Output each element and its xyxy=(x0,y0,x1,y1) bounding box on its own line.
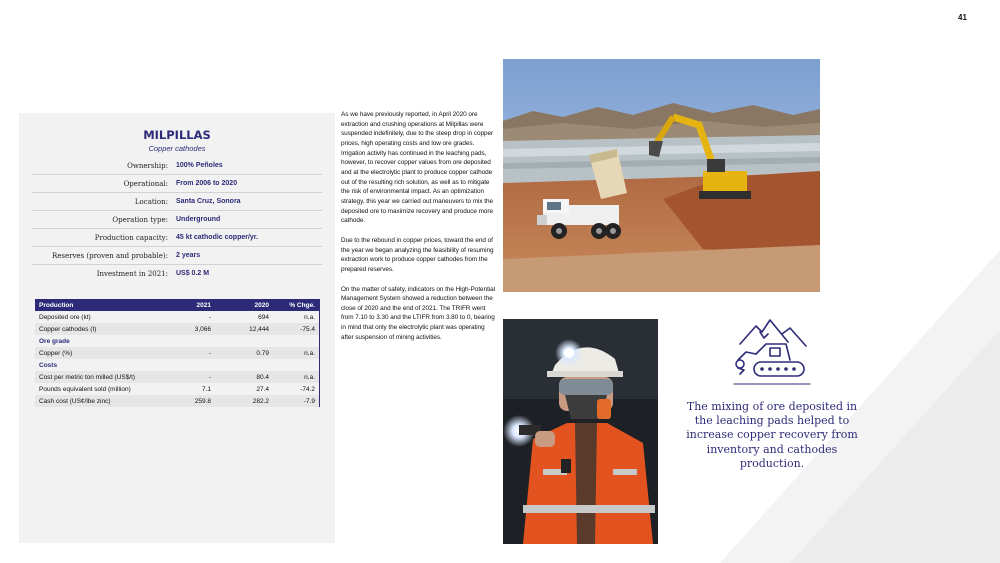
fact-value: 2 years xyxy=(176,252,201,259)
header-cell: Production xyxy=(39,301,74,309)
mining-excavator-icon-graphic xyxy=(730,316,814,388)
row-label: Cash cost (US¢/lbe zinc) xyxy=(39,397,111,405)
table-row xyxy=(35,311,319,323)
mining-excavator-icon xyxy=(730,316,814,388)
cell-2020: 12,444 xyxy=(249,325,269,333)
mine-info-panel xyxy=(19,113,335,543)
cell-2020: 282.2 xyxy=(252,397,269,405)
table-row xyxy=(35,347,319,359)
fact-value: 45 kt cathodic copper/yr. xyxy=(176,234,259,241)
fact-row xyxy=(32,247,322,265)
fact-row xyxy=(32,157,322,175)
section-label: Ore grade xyxy=(39,337,70,345)
photo-miner xyxy=(503,319,658,544)
cell-2020: 694 xyxy=(258,313,269,321)
fact-value: From 2006 to 2020 xyxy=(176,180,238,187)
fact-label: Reserves (proven and probable): xyxy=(51,251,168,260)
fact-label: Production capacity: xyxy=(94,233,168,242)
body-text xyxy=(341,110,498,352)
cell-2021: - xyxy=(208,349,211,357)
section-label-ore-grade xyxy=(35,335,319,347)
row-label: Cost per metric ton milled (US$/t) xyxy=(39,373,136,381)
cell-change: n.a. xyxy=(304,349,315,357)
fact-row xyxy=(32,211,322,229)
fact-label: Location: xyxy=(134,197,168,206)
fact-row xyxy=(32,175,322,193)
header-cell: 2021 xyxy=(196,301,211,309)
cell-change: -7.9 xyxy=(303,397,315,405)
mine-title: MILPILLAS xyxy=(143,128,211,142)
fact-row xyxy=(32,229,322,247)
photo-dump-truck-excavator-image xyxy=(503,59,820,292)
table-row xyxy=(35,371,319,383)
fact-value: US$ 0.2 M xyxy=(176,270,210,277)
section-label: Costs xyxy=(39,361,58,369)
cell-change: n.a. xyxy=(304,373,315,381)
fact-row xyxy=(32,265,322,282)
row-label: Pounds equivalent sold (million) xyxy=(39,385,131,393)
paragraph: As we have previously reported, in April 2020 ore extraction and crushing operations at Milpillas were suspended indefinitely, due to the steep drop in copper prices, high operating costs and low ore grades. Irrigation activity has continued in the leaching pads, however, to recover copper values from ore deposited and at the electrolytic plant to produce copper cathode out of the resulting rich solution, as well as to mitigate the risk of environmental impact. As an optimization strategy, this year we carried out maneuvers to mix the deposited ore to maximize recovery and produce more cathode. xyxy=(341,111,494,225)
mine-subtitle: Copper cathodes xyxy=(148,144,206,153)
header-cell: % Chge. xyxy=(289,301,315,309)
header-cell: 2020 xyxy=(254,301,269,309)
paragraph: On the matter of safety, indicators on the High-Potential Management System showed a reduction between the close of 2020 and the end of 2021. The TRIFR went from 7.10 to 3.30 and the LTIFR from 3.80 to 0, bearing in mind that only the electrolytic plant was operating after suspension of mining activities. xyxy=(341,285,496,341)
fact-label: Operational: xyxy=(123,179,168,188)
cell-change: -75.4 xyxy=(300,325,315,333)
cell-2021: - xyxy=(208,313,211,321)
cell-2021: 259.8 xyxy=(194,397,211,405)
section-label-costs xyxy=(35,359,319,371)
fact-value: Underground xyxy=(176,216,221,223)
paragraph: Due to the rebound in copper prices, toward the end of the year we began analyzing the feasibility of resuming extraction work to produce copper cathodes from the prepared reserves. xyxy=(341,236,494,273)
table-row xyxy=(35,395,319,407)
photo-dump-truck-excavator xyxy=(503,59,820,292)
mine-facts xyxy=(32,157,322,282)
row-label: Copper cathodes (t) xyxy=(39,325,97,333)
row-label: Deposited ore (kt) xyxy=(39,313,91,321)
production-table xyxy=(35,299,320,407)
page-number: 41 xyxy=(958,13,967,22)
fact-row xyxy=(32,193,322,211)
fact-label: Ownership: xyxy=(127,161,168,170)
cell-2021: - xyxy=(208,373,211,381)
fact-value: Santa Cruz, Sonora xyxy=(176,198,241,205)
fact-value: 100% Peñoles xyxy=(176,162,223,169)
photo-miner-image xyxy=(503,319,658,544)
table-row xyxy=(35,323,319,335)
cell-2020: 80.4 xyxy=(256,373,269,381)
fact-label: Investment in 2021: xyxy=(96,269,168,278)
cell-2020: 27.4 xyxy=(256,385,269,393)
table-row xyxy=(35,383,319,395)
cell-2021: 7.1 xyxy=(201,385,211,393)
production-table-header xyxy=(35,299,319,311)
cell-change: -74.2 xyxy=(300,385,315,393)
fact-label: Operation type: xyxy=(112,215,168,224)
cell-2021: 3,066 xyxy=(194,325,211,333)
cell-2020: 0.79 xyxy=(256,349,269,357)
row-label: Copper (%) xyxy=(39,349,73,357)
photo-caption: The mixing of ore deposited in the leaching pads helped to increase copper recovery from inventory and cathodes production. xyxy=(686,400,858,470)
cell-change: n.a. xyxy=(304,313,315,321)
